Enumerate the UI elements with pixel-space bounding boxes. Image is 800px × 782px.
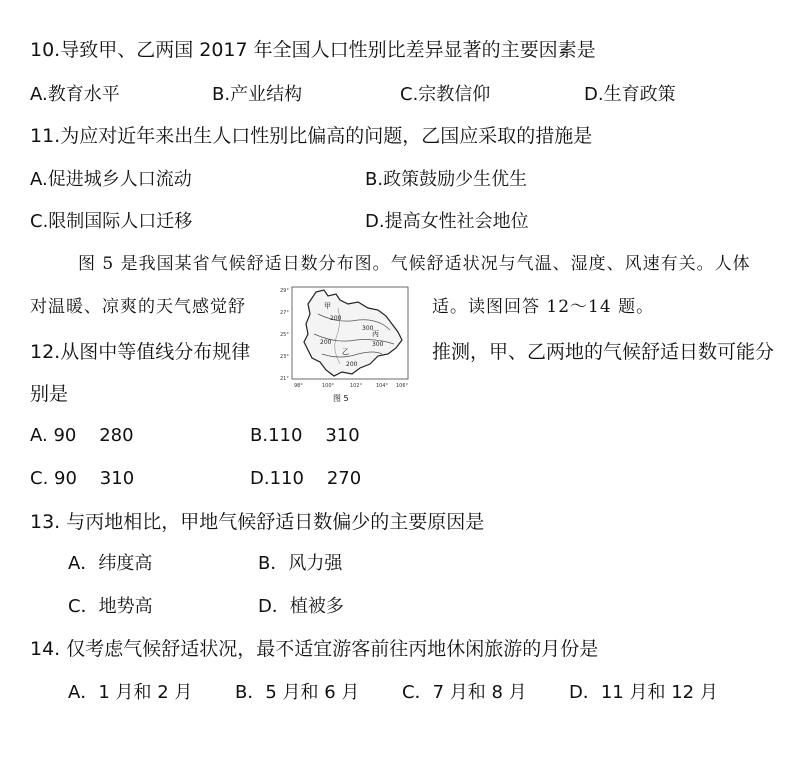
figure-caption: 图 5 bbox=[333, 394, 349, 403]
q12-option-a: A. 90 280 bbox=[30, 425, 134, 446]
lat-label: 29° bbox=[280, 288, 289, 294]
q12-option-d: D.110 270 bbox=[250, 468, 362, 489]
q12-stem-part-c: 别是 bbox=[30, 383, 69, 405]
q10-option-c: C.宗教信仰 bbox=[400, 84, 491, 105]
lon-label: 98° bbox=[294, 383, 303, 389]
climate-comfort-map bbox=[278, 284, 412, 390]
lat-label: 21° bbox=[280, 376, 289, 382]
q14-option-c: C．7 月和 8 月 bbox=[402, 682, 527, 703]
place-label-yi: 乙 bbox=[342, 348, 349, 356]
contour-label: 200 bbox=[320, 339, 332, 346]
q10-option-d: D.生育政策 bbox=[584, 84, 676, 105]
q14-stem: 14. 仅考虑气候舒适状况，最不适宜游客前往丙地休闲旅游的月份是 bbox=[30, 638, 599, 660]
place-label-jia: 甲 bbox=[324, 302, 331, 310]
q14-option-a: A．1 月和 2 月 bbox=[68, 682, 193, 703]
contour-label: 300 bbox=[362, 325, 374, 332]
lon-label: 100° bbox=[322, 383, 335, 389]
lat-label: 23° bbox=[280, 354, 289, 360]
q11-stem: 11.为应对近年来出生人口性别比偏高的问题，乙国应采取的措施是 bbox=[30, 125, 593, 147]
q12-option-c: C. 90 310 bbox=[30, 468, 135, 489]
lon-label: 104° bbox=[376, 383, 389, 389]
place-label-bing: 丙 bbox=[372, 330, 379, 338]
q11-option-c: C.限制国际人口迁移 bbox=[30, 211, 193, 232]
lat-label: 27° bbox=[280, 310, 289, 316]
q10-stem: 10.导致甲、乙两国 2017 年全国人口性别比差异显著的主要因素是 bbox=[30, 39, 596, 61]
lon-label: 102° bbox=[350, 383, 363, 389]
q14-option-b: B．5 月和 6 月 bbox=[235, 682, 360, 703]
q13-stem: 13. 与丙地相比，甲地气候舒适日数偏少的主要原因是 bbox=[30, 511, 485, 533]
q10-option-a: A.教育水平 bbox=[30, 84, 120, 105]
q13-option-a: A．纬度高 bbox=[68, 553, 153, 574]
intro-line-2a: 对温暖、凉爽的天气感觉舒 bbox=[30, 297, 246, 317]
q13-option-c: C．地势高 bbox=[68, 596, 153, 617]
q13-option-d: D．植被多 bbox=[258, 596, 344, 617]
lon-label: 106° bbox=[396, 383, 409, 389]
q12-stem-part-a: 12.从图中等值线分布规律 bbox=[30, 341, 251, 363]
q11-option-a: A.促进城乡人口流动 bbox=[30, 169, 192, 190]
q13-option-b: B．风力强 bbox=[258, 553, 343, 574]
q11-option-d: D.提高女性社会地位 bbox=[365, 211, 529, 232]
contour-label: 200 bbox=[346, 361, 358, 368]
intro-line-2b: 适。读图回答 12～14 题。 bbox=[432, 297, 655, 317]
contour-label: 200 bbox=[330, 315, 342, 322]
lat-label: 25° bbox=[280, 332, 289, 338]
contour-label: 300 bbox=[372, 341, 384, 348]
q10-option-b: B.产业结构 bbox=[212, 84, 303, 105]
q14-option-d: D．11 月和 12 月 bbox=[569, 682, 718, 703]
q12-stem-part-b: 推测，甲、乙两地的气候舒适日数可能分 bbox=[432, 341, 775, 363]
q12-option-b: B.110 310 bbox=[250, 425, 360, 446]
intro-line-1: 图 5 是我国某省气候舒适日数分布图。气候舒适状况与气温、湿度、风速有关。人体 bbox=[78, 254, 751, 274]
q11-option-b: B.政策鼓励少生优生 bbox=[365, 169, 528, 190]
